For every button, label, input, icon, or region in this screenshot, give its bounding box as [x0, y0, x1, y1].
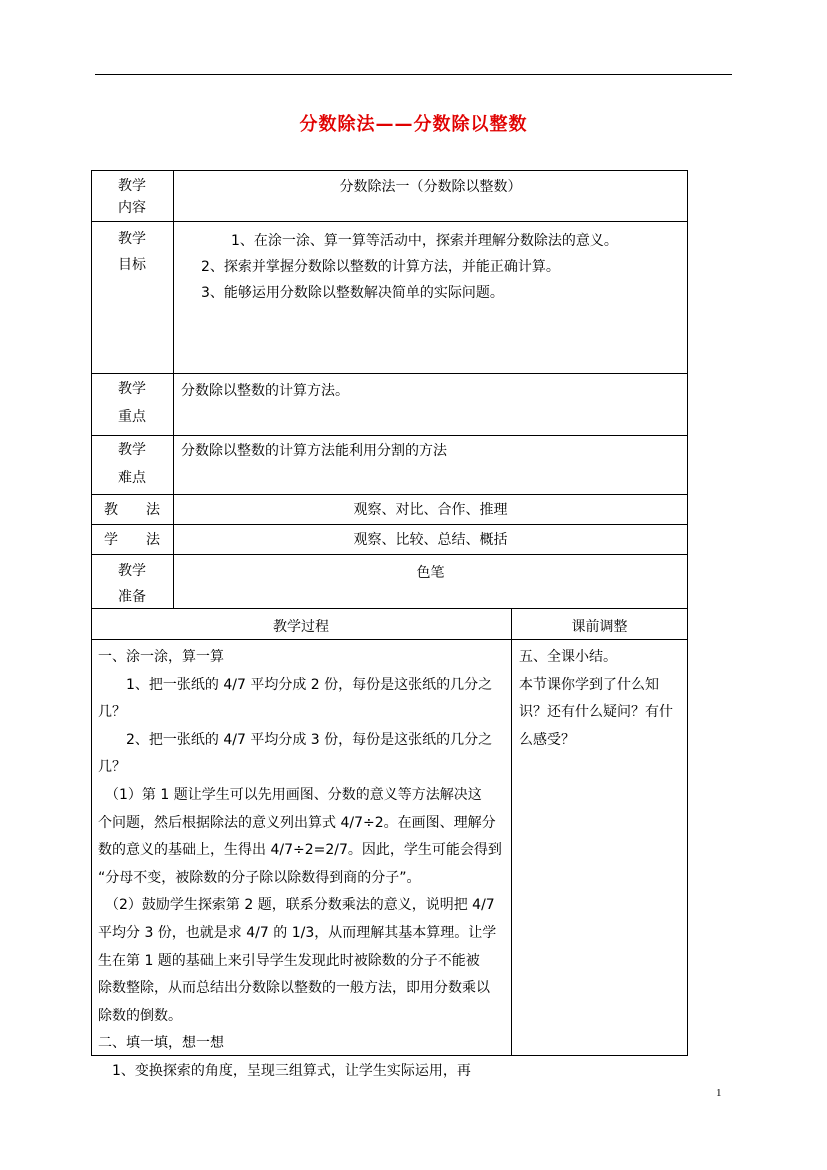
process-line: 平均分 3 份，也就是求 4/7 的 1/3，从而理解其基本算理。让学: [98, 924, 497, 941]
process-line: 生在第 1 题的基础上来引导学生发现此时被除数的分子不能被: [98, 952, 480, 969]
process-line: 二、填一填，想一想: [98, 1035, 224, 1052]
adjust-line: 本节课你学到了什么知: [519, 676, 659, 693]
page-number: 1: [716, 1087, 722, 1099]
adjust-header: 课前调整: [571, 619, 628, 635]
row-label-difficulty: 教学 难点: [118, 442, 146, 486]
adjust-line: 五、全课小结。: [519, 649, 617, 665]
prep-text: 色笔: [416, 565, 445, 581]
row-label-prep: 教学 准备: [118, 563, 146, 605]
process-line: （1）第 1 题让学生可以先用画图、分数的意义等方法解决这: [98, 786, 482, 803]
process-line: 数的意义的基础上，生得出 4/7÷2=2/7。因此，学生可能会得到: [98, 842, 502, 859]
goal-item: 1、在涂一涂、算一算等活动中，探索并理解分数除法的意义。: [231, 233, 618, 249]
row-label-learning: 学 法: [104, 532, 160, 548]
goal-item: 3、能够运用分数除以整数解决简单的实际问题。: [201, 285, 504, 301]
learning-text: 观察、比较、总结、概括: [353, 532, 508, 548]
process-line: 几？: [98, 759, 126, 776]
process-line: “分母不变，被除数的分子除以除数得到商的分子”。: [98, 869, 421, 886]
process-body: [98, 644, 508, 1086]
process-line: 几？: [98, 704, 126, 721]
row-label-method: 教 法: [104, 502, 160, 518]
adjust-line: 识？还有什么疑问？有什: [519, 704, 673, 721]
goal-item: 2、探索并掌握分数除以整数的计算方法，并能正确计算。: [201, 259, 560, 275]
difficulty-text: 分数除以整数的计算方法能利用分割的方法: [181, 443, 447, 459]
key-text: 分数除以整数的计算方法。: [181, 383, 349, 399]
content-text: 分数除法一（分数除以整数）: [339, 179, 522, 195]
row-label-content: 教学 内容: [118, 178, 146, 216]
process-line: （2）鼓励学生探索第 2 题，联系分数乘法的意义，说明把 4/7: [98, 897, 495, 914]
page-title: 分数除法——分数除以整数: [299, 114, 528, 135]
row-label-goals: 教学 目标: [118, 231, 146, 273]
header-rule: [95, 74, 732, 75]
process-line: 1、变换探索的角度，呈现三组算式，让学生实际运用，再: [98, 1062, 471, 1079]
process-header: 教学过程: [273, 619, 329, 635]
row-label-key: 教学 重点: [118, 381, 146, 425]
process-line: 除数的倒数。: [98, 1007, 182, 1024]
process-line: 一、涂一涂，算一算: [98, 649, 224, 665]
process-line: 2、把一张纸的 4/7 平均分成 3 份，每份是这张纸的几分之: [98, 731, 493, 748]
process-line: 除数整除，从而总结出分数除以整数的一般方法，即用分数乘以: [98, 980, 490, 997]
process-line: 1、把一张纸的 4/7 平均分成 2 份，每份是这张纸的几分之: [98, 676, 493, 693]
adjust-body: [519, 644, 685, 754]
adjust-line: 么感受？: [519, 731, 575, 748]
method-text: 观察、对比、合作、推理: [353, 502, 508, 518]
process-line: 个问题，然后根据除法的意义列出算式 4/7÷2。在画图、理解分: [98, 814, 496, 831]
